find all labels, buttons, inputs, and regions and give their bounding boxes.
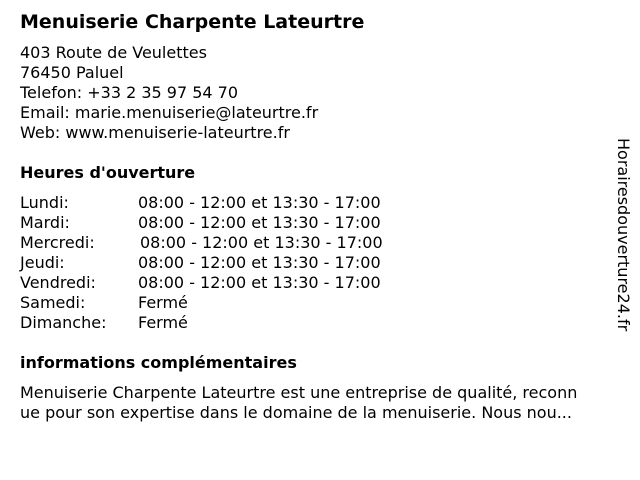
day-label: Mercredi: — [20, 233, 95, 252]
phone-number: Telefon: +33 2 35 97 54 70 — [20, 83, 239, 102]
website-address: Web: www.menuiserie-lateurtre.fr — [20, 123, 290, 142]
hours-heading: Heures d'ouverture — [20, 163, 196, 182]
day-label: Dimanche: — [20, 313, 107, 332]
business-name: Menuiserie Charpente Lateurtre — [20, 11, 365, 33]
day-hours: 08:00 - 12:00 et 13:30 - 17:00 — [138, 273, 381, 292]
day-label: Mardi: — [20, 213, 70, 232]
info-heading: informations complémentaires — [20, 353, 297, 372]
street-address: 403 Route de Veulettes — [20, 43, 207, 62]
day-hours: 08:00 - 12:00 et 13:30 - 17:00 — [138, 253, 381, 272]
day-hours: Fermé — [138, 293, 188, 312]
description-line: Menuiserie Charpente Lateurtre est une entreprise de qualité, reconn — [20, 383, 578, 402]
day-hours: 08:00 - 12:00 et 13:30 - 17:00 — [138, 213, 381, 232]
day-hours: 08:00 - 12:00 et 13:30 - 17:00 — [140, 233, 383, 252]
description-text — [20, 383, 626, 423]
contact-block — [20, 43, 318, 143]
day-hours: Fermé — [138, 313, 188, 332]
email-address: Email: marie.menuiserie@lateurtre.fr — [20, 103, 319, 122]
day-hours: 08:00 - 12:00 et 13:30 - 17:00 — [138, 193, 381, 212]
description-line: ue pour son expertise dans le domaine de la menuiserie. Nous nou... — [20, 403, 572, 422]
day-label: Jeudi: — [20, 253, 65, 272]
day-label: Vendredi: — [20, 273, 96, 292]
day-label: Samedi: — [20, 293, 86, 312]
city-address: 76450 Paluel — [20, 63, 124, 82]
site-watermark: Horairesdouverture24.fr — [614, 138, 633, 332]
day-label: Lundi: — [20, 193, 69, 212]
